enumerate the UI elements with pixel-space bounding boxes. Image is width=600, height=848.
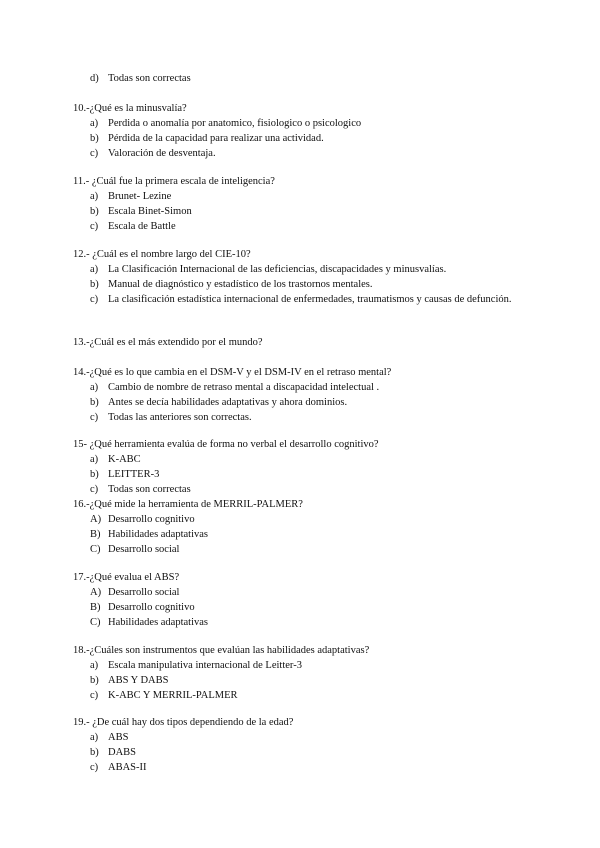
option-text: Desarrollo social: [108, 544, 180, 555]
option: [73, 688, 560, 703]
option: [73, 116, 560, 131]
option-text: Habilidades adaptativas: [108, 529, 209, 540]
question-15: [73, 437, 560, 497]
option-text: Brunet- Lezine: [108, 191, 172, 202]
question-text: 16.-¿Qué mide la herramienta de MERRIL-PALMER?: [73, 499, 303, 510]
question-10: [73, 101, 560, 161]
option-letter: a): [90, 382, 99, 393]
option-letter: b): [90, 397, 99, 408]
option-text: Todas son correctas: [108, 484, 191, 495]
option: [73, 71, 560, 86]
question-text: 12.- ¿Cuál es el nombre largo del CIE-10?: [73, 249, 251, 260]
question-13: [73, 335, 560, 350]
option: [73, 658, 560, 673]
option-text: Antes se decía habilidades adaptativas y ahora dominios.: [108, 397, 348, 408]
option-text: DABS: [108, 747, 137, 758]
option: [73, 482, 560, 497]
option-letter: b): [90, 747, 99, 758]
question-11: [73, 174, 560, 234]
option-letter: A): [90, 514, 102, 525]
option-text: K-ABC Y MERRIL-PALMER: [108, 690, 238, 701]
option-text: Todas son correctas: [108, 73, 191, 84]
question-text: 11.- ¿Cuál fue la primera escala de inteligencia?: [73, 176, 275, 187]
question-text: 15- ¿Qué herramienta evalúa de forma no verbal el desarrollo cognitivo?: [73, 439, 379, 450]
option-text: ABS Y DABS: [108, 675, 169, 686]
option: [73, 467, 560, 482]
option-letter: C): [90, 544, 101, 555]
option-letter: B): [90, 602, 101, 613]
option-text: Escala de Battle: [108, 221, 176, 232]
option: [73, 410, 560, 425]
option: [73, 730, 560, 745]
option-letter: a): [90, 191, 99, 202]
option: [73, 219, 560, 234]
option-text: LEITTER-3: [108, 469, 160, 480]
option-text: Valoración de desventaja.: [108, 148, 216, 159]
option-text: Pérdida de la capacidad para realizar una actividad.: [108, 133, 324, 144]
question-text: 10.-¿Qué es la minusvalía?: [73, 103, 187, 114]
option: [73, 673, 560, 688]
question-16: [73, 497, 560, 557]
question-18: [73, 643, 560, 703]
option-text: Desarrollo social: [108, 587, 180, 598]
option: [73, 292, 560, 307]
option-text: Perdida o anomalía por anatomico, fisiologico o psicologico: [108, 118, 362, 129]
option-text: ABAS-II: [108, 762, 147, 773]
option-text: Desarrollo cognitivo: [108, 602, 195, 613]
option-text: Habilidades adaptativas: [108, 617, 209, 628]
option-letter: c): [90, 221, 99, 232]
option-text: Escala Binet-Simon: [108, 206, 192, 217]
question-12: [73, 247, 560, 307]
option-text: La clasificación estadística internacional de enfermedades, traumatismos y causas de defunción.: [108, 294, 512, 305]
option: [73, 146, 560, 161]
option: [73, 760, 560, 775]
option-letter: c): [90, 294, 99, 305]
option-letter: a): [90, 264, 99, 275]
option-letter: b): [90, 279, 99, 290]
question-text: 14.-¿Qué es lo que cambia en el DSM-V y el DSM-IV en el retraso mental?: [73, 367, 392, 378]
option-letter: a): [90, 118, 99, 129]
option-letter: a): [90, 660, 99, 671]
option-letter: B): [90, 529, 101, 540]
option-text: La Clasificación Internacional de las deficiencias, discapacidades y minusvalías.: [108, 264, 447, 275]
question-9-tail: [73, 71, 560, 86]
option-letter: C): [90, 617, 101, 628]
option: [73, 600, 560, 615]
option-text: ABS: [108, 732, 129, 743]
option-text: Desarrollo cognitivo: [108, 514, 195, 525]
option-text: Cambio de nombre de retraso mental a discapacidad intelectual .: [108, 382, 380, 393]
question-text: 17.-¿Qué evalua el ABS?: [73, 572, 180, 583]
option-letter: c): [90, 762, 99, 773]
option: [73, 527, 560, 542]
option-letter: a): [90, 454, 99, 465]
option: [73, 585, 560, 600]
option-letter: b): [90, 675, 99, 686]
option-letter: d): [90, 73, 99, 84]
option-text: Manual de diagnóstico y estadístico de los trastornos mentales.: [108, 279, 373, 290]
question-text: 19.- ¿De cuál hay dos tipos dependiendo de la edad?: [73, 717, 294, 728]
option: [73, 745, 560, 760]
option-letter: c): [90, 148, 99, 159]
question-14: [73, 365, 560, 425]
option-letter: a): [90, 732, 99, 743]
option: [73, 277, 560, 292]
option: [73, 204, 560, 219]
option-letter: c): [90, 412, 99, 423]
question-text: 13.-¿Cuál es el más extendido por el mundo?: [73, 337, 263, 348]
question-text: 18.-¿Cuáles son instrumentos que evalúan las habilidades adaptativas?: [73, 645, 370, 656]
option-text: K-ABC: [108, 454, 141, 465]
question-19: [73, 715, 560, 775]
option: [73, 615, 560, 630]
option: [73, 131, 560, 146]
option: [73, 452, 560, 467]
option: [73, 512, 560, 527]
option: [73, 380, 560, 395]
option: [73, 262, 560, 277]
option-text: Escala manipulativa internacional de Leitter-3: [108, 660, 302, 671]
option-letter: b): [90, 469, 99, 480]
option-letter: A): [90, 587, 102, 598]
option-letter: c): [90, 690, 99, 701]
option: [73, 542, 560, 557]
option-text: Todas las anteriores son correctas.: [108, 412, 252, 423]
option-letter: c): [90, 484, 99, 495]
option-letter: b): [90, 133, 99, 144]
option: [73, 189, 560, 204]
option: [73, 395, 560, 410]
option-letter: b): [90, 206, 99, 217]
question-17: [73, 570, 560, 630]
